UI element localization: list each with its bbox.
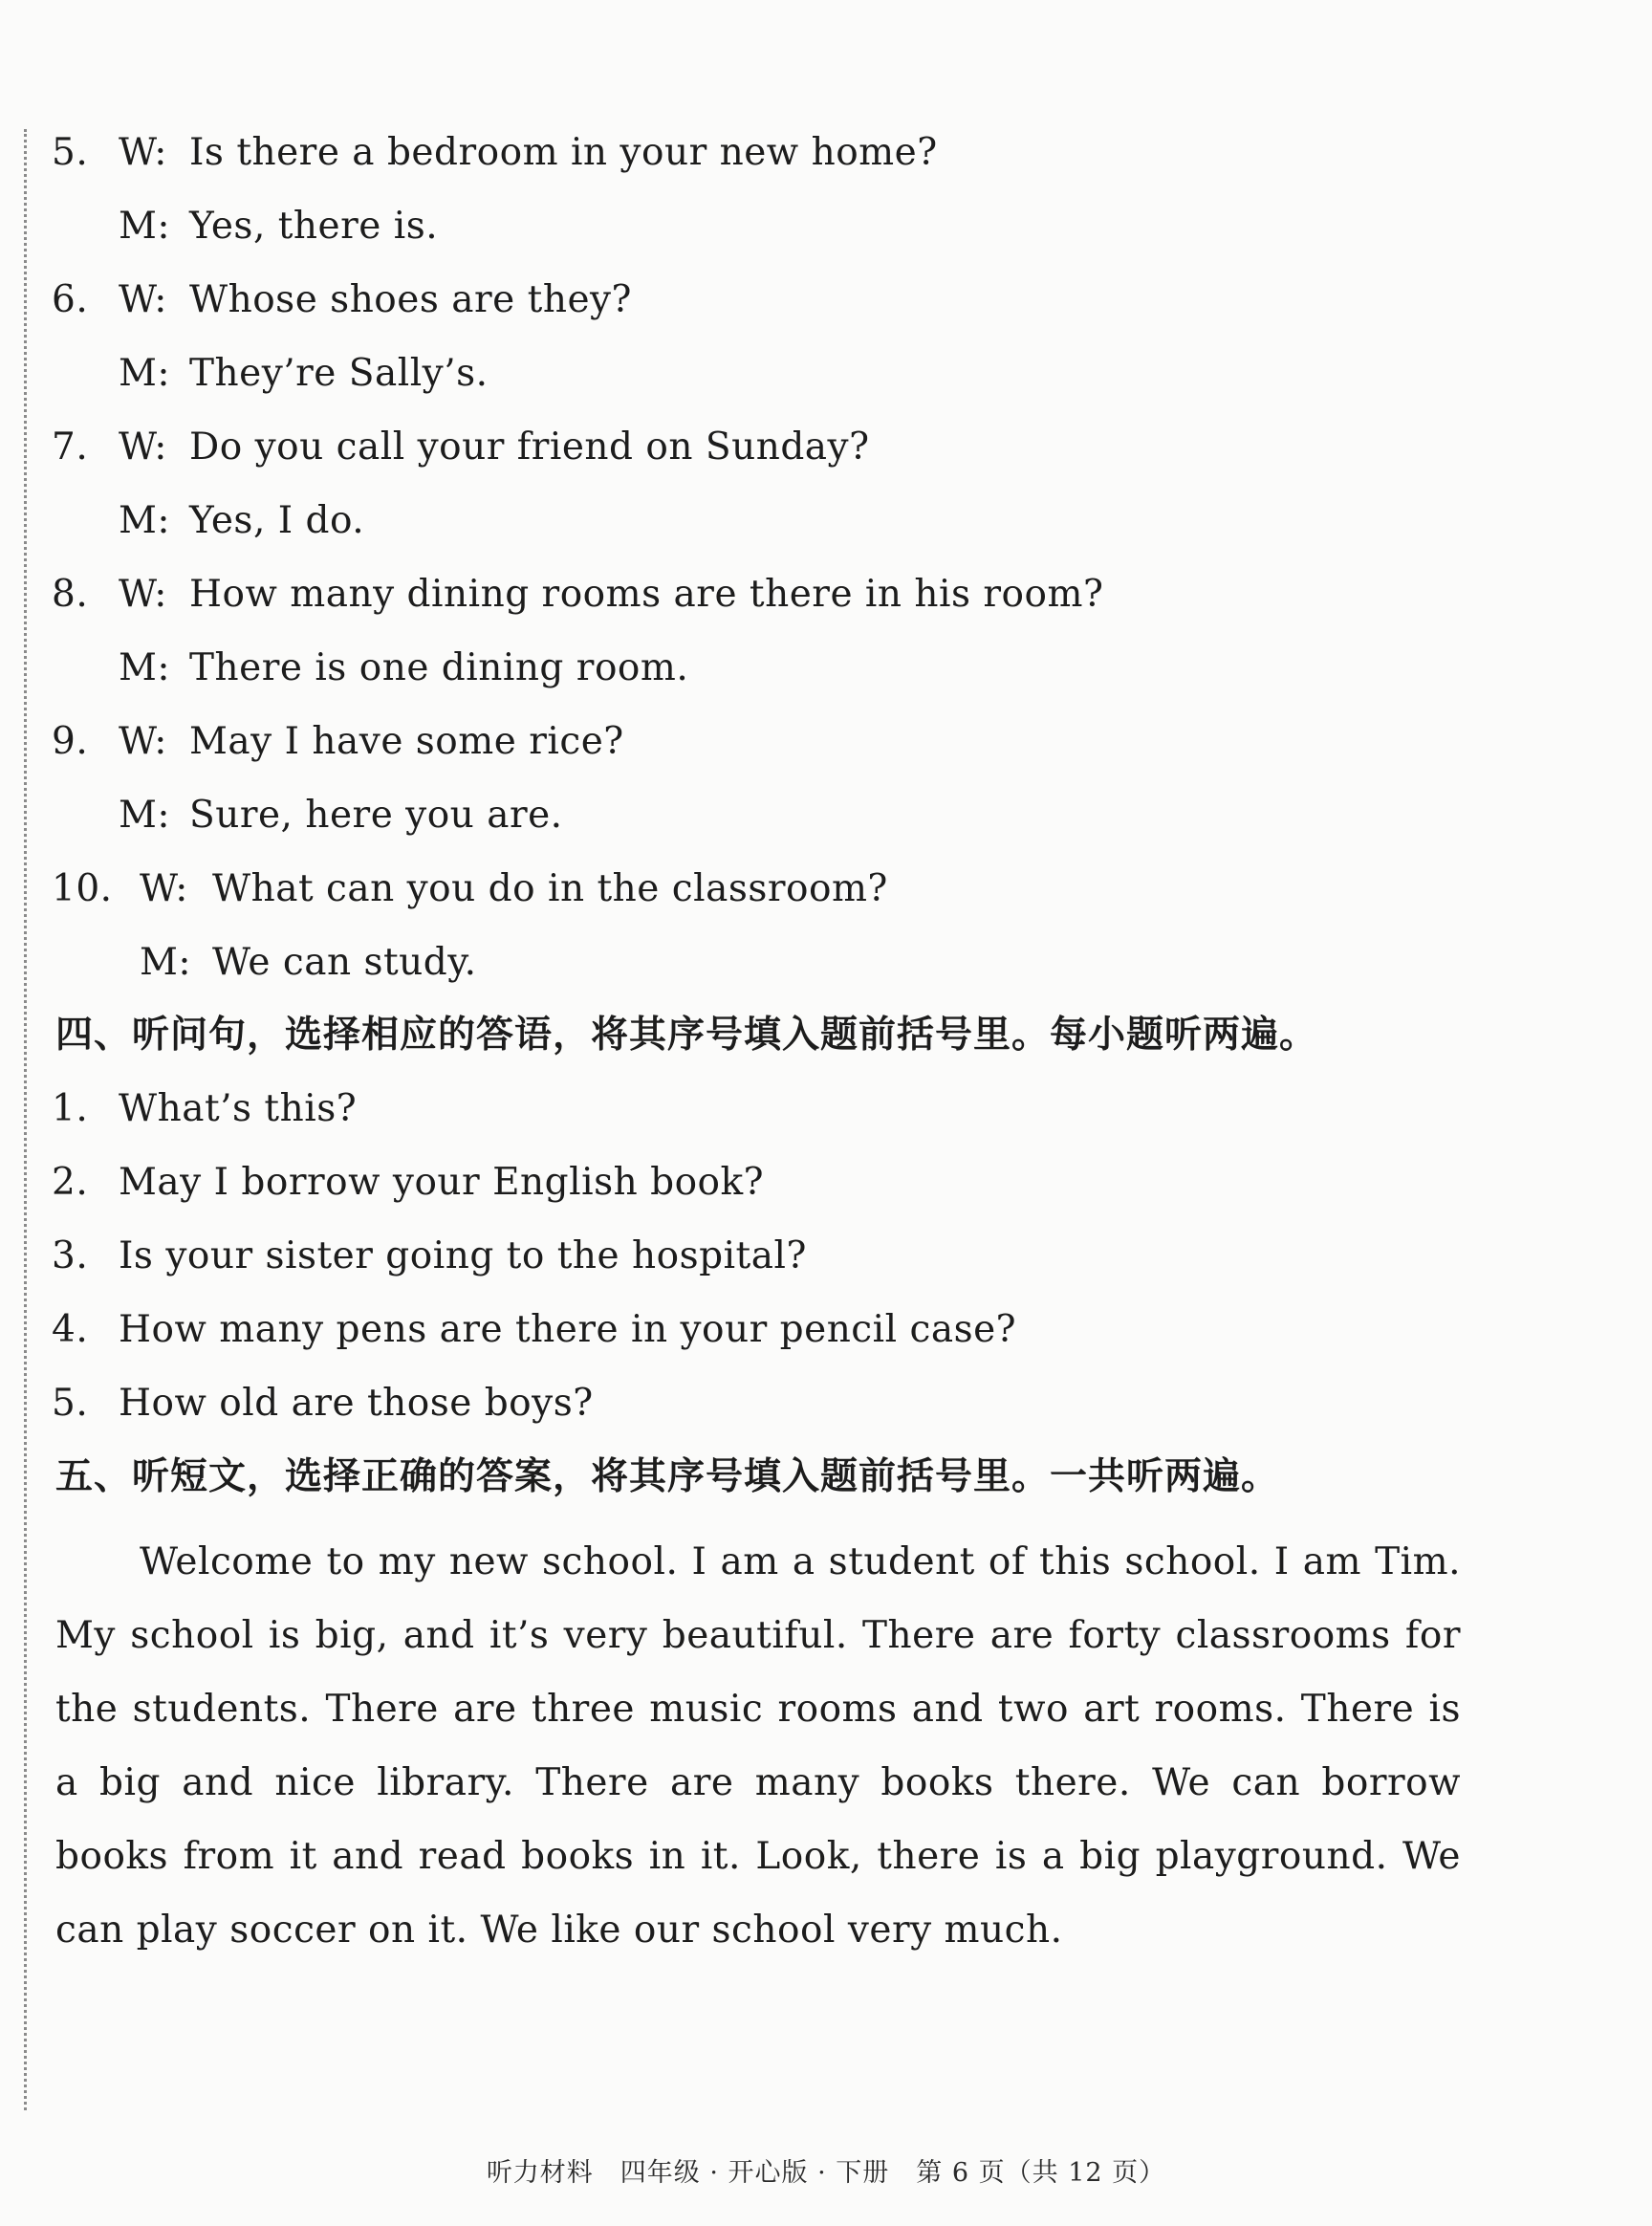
dialogue-6-m: M: They’re Sally’s. [119,352,489,395]
dialogue-7-w: 7. W: Do you call your friend on Sunday? [52,426,870,469]
dialogue-9-m: M: Sure, here you are. [119,794,563,837]
passage-text: Welcome to my new school. I am a student of this school. I am Tim. My school is big, and it’s very beautiful. There are forty classrooms for the students. There are three music rooms and two art rooms. There is a big and nice library. There are many books there. We can borrow books from it and read books in it. Look, there is a big playground. We can play soccer on it. We like our school very much. [55,1540,1461,1952]
section-5-passage [55,1525,1461,1967]
section-4-question-2: 2. May I borrow your English book? [52,1161,765,1204]
section-4-question-3: 3. Is your sister going to the hospital? [52,1234,807,1277]
dialogue-5-m: M: Yes, there is. [119,205,439,248]
dialogue-6-w: 6. W: Whose shoes are they? [52,278,632,321]
dialogue-5-w: 5. W: Is there a bedroom in your new home? [52,131,938,174]
section-4-question-1: 1. What’s this? [52,1087,358,1130]
page-footer: 听力材料 四年级 · 开心版 · 下册 第 6 页（共 12 页） [486,2158,1166,2188]
dialogue-10-w: 10. W: What can you do in the classroom? [52,867,888,910]
section-4-heading: 四、听问句，选择相应的答语，将其序号填入题前括号里。每小题听两遍。 [55,1014,1318,1057]
section-4-question-5: 5. How old are those boys? [52,1382,594,1425]
section-5-heading: 五、听短文，选择正确的答案，将其序号填入题前括号里。一共听两遍。 [55,1455,1280,1498]
binding-margin-line [24,129,27,2110]
dialogue-10-m: M: We can study. [140,941,477,984]
dialogue-8-m: M: There is one dining room. [119,646,689,689]
dialogue-7-m: M: Yes, I do. [119,499,365,542]
section-4-question-4: 4. How many pens are there in your pencil case? [52,1308,1017,1351]
dialogue-8-w: 8. W: How many dining rooms are there in his room? [52,573,1104,616]
dialogue-9-w: 9. W: May I have some rice? [52,720,624,763]
